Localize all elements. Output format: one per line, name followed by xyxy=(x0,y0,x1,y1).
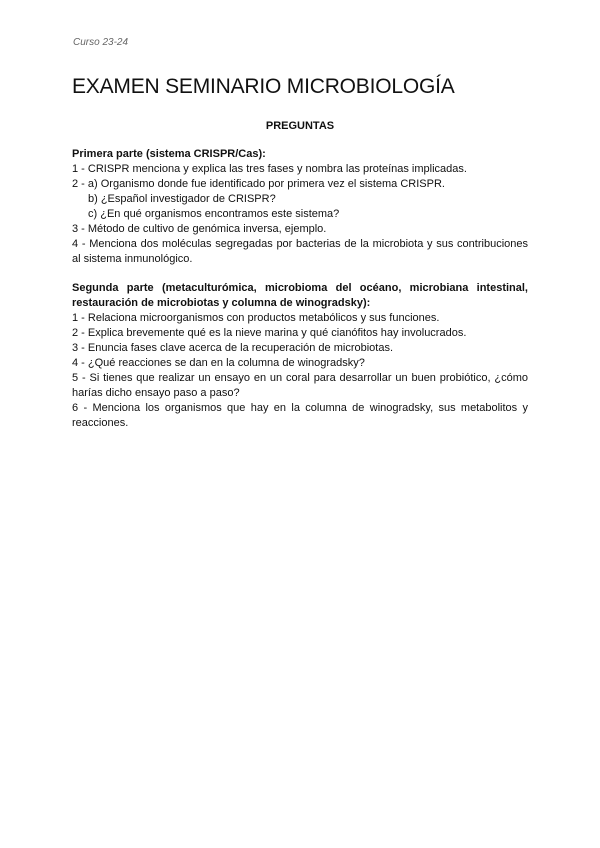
question-item: 3 - Método de cultivo de genómica inversa, ejemplo. xyxy=(72,223,327,235)
question-item: 2 - a) Organismo donde fue identificado por primera vez el sistema CRISPR. xyxy=(72,178,445,190)
question-item: 2 - Explica brevemente qué es la nieve marina y qué cianófitos hay involucrados. xyxy=(72,327,467,339)
part-one-title: Primera parte (sistema CRISPR/Cas): xyxy=(72,148,266,160)
question-item: 1 - CRISPR menciona y explica las tres fases y nombra las proteínas implicadas. xyxy=(72,163,467,175)
question-item: 4 - Menciona dos moléculas segregadas por bacterias de la microbiota y sus contribuciones al sistema inmunológico. xyxy=(72,238,528,265)
question-item: 6 - Menciona los organismos que hay en la columna de winogradsky, sus metabolitos y reacciones. xyxy=(72,402,528,429)
question-subitem: c) ¿En qué organismos encontramos este sistema? xyxy=(88,208,340,220)
part-two-section xyxy=(72,281,528,431)
part-two-title: Segunda parte (metaculturómica, microbioma del océano, microbiana intestinal, restauración de microbiotas y columna de winogradsky): xyxy=(72,282,528,309)
question-item: 5 - Si tienes que realizar un ensayo en un coral para desarrollar un buen probiótico, ¿cómo harías dicho ensayo paso a paso? xyxy=(72,372,528,399)
question-item: 1 - Relaciona microorganismos con productos metabólicos y sus funciones. xyxy=(72,312,440,324)
page-title: EXAMEN SEMINARIO MICROBIOLOGÍA xyxy=(72,75,455,98)
course-label: Curso 23-24 xyxy=(73,37,129,48)
question-item: 3 - Enuncia fases clave acerca de la recuperación de microbiotas. xyxy=(72,342,394,354)
question-subitem: b) ¿Español investigador de CRISPR? xyxy=(88,193,276,205)
question-item: 4 - ¿Qué reacciones se dan en la columna de winogradsky? xyxy=(72,357,365,369)
part-one-section xyxy=(72,147,528,267)
questions-heading: PREGUNTAS xyxy=(265,120,335,132)
